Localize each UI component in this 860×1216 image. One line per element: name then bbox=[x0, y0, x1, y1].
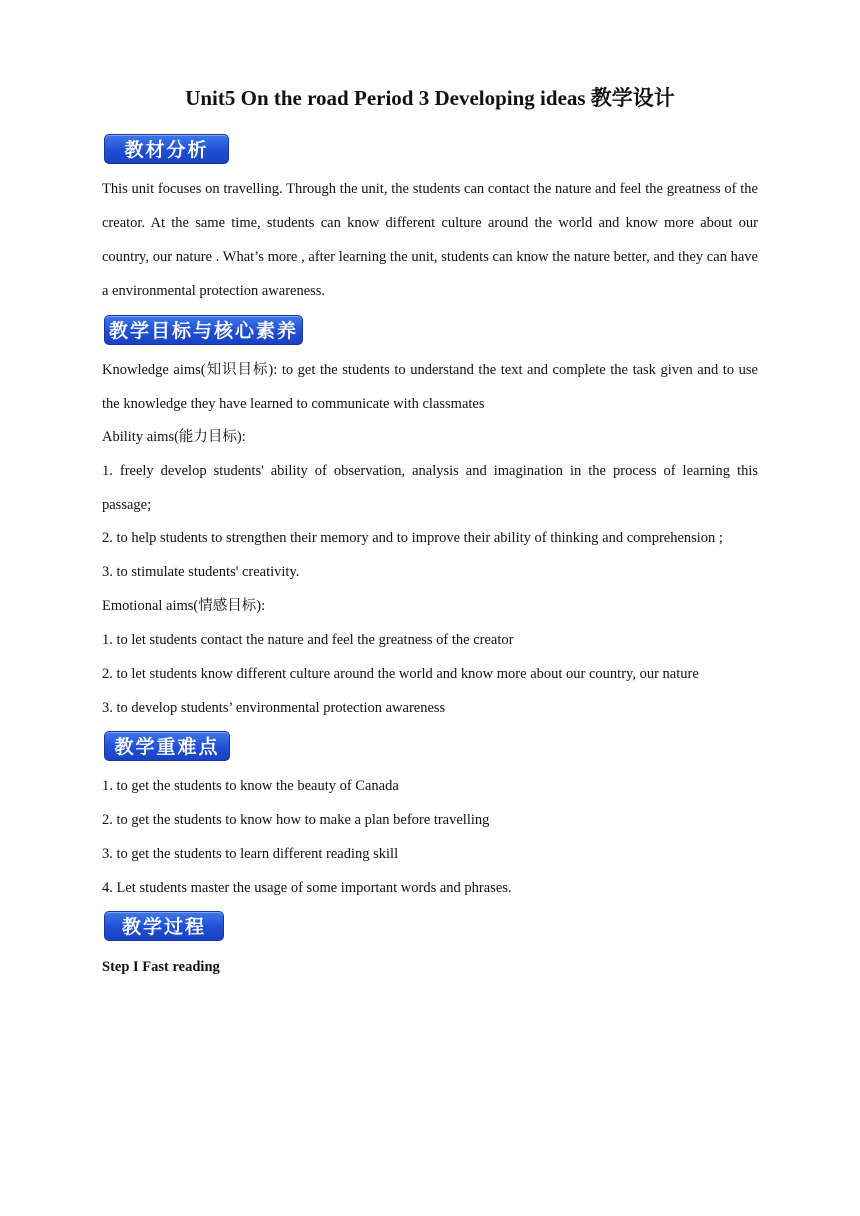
section-badge-objectives: 教学目标与核心素养 bbox=[104, 315, 303, 345]
key-point-item: 2. to get the students to know how to make a plan before travelling bbox=[102, 812, 490, 828]
ability-item: 2. to help students to strengthen their memory and to improve their ability of thinking and comprehension ; bbox=[102, 530, 723, 546]
ability-item: 3. to stimulate students' creativity. bbox=[102, 564, 300, 580]
section-badge-process: 教学过程 bbox=[104, 911, 224, 941]
key-point-item: 3. to get the students to learn different reading skill bbox=[102, 846, 399, 862]
emotional-item: 2. to let students know different culture around the world and know more about our country, our nature bbox=[102, 666, 699, 682]
emotional-item: 3. to develop students’ environmental protection awareness bbox=[102, 700, 446, 716]
analysis-paragraph: This unit focuses on travelling. Through the unit, the students can contact the nature and feel the greatness of the creator. At the same time, students can know different culture around the world and know more about our country, our nature . What’s more , after learning the unit, students can know the nature better, and they can have a environmental protection awareness. bbox=[102, 181, 758, 299]
document-title: Unit5 On the road Period 3 Developing ideas 教学设计 bbox=[185, 86, 675, 110]
emotional-item: 1. to let students contact the nature and feel the greatness of the creator bbox=[102, 632, 514, 648]
key-point-item: 4. Let students master the usage of some important words and phrases. bbox=[102, 880, 512, 896]
ability-item: 1. freely develop students' ability of observation, analysis and imagination in the process of learning this passage; bbox=[102, 463, 758, 513]
section-badge-key-points: 教学重难点 bbox=[104, 731, 230, 761]
key-point-item: 1. to get the students to know the beauty of Canada bbox=[102, 778, 399, 794]
knowledge-aims: Knowledge aims(知识目标): to get the students to understand the text and complete the task given and to use the knowledge they have learned to communicate with classmates bbox=[102, 362, 758, 412]
ability-aims-heading: Ability aims(能力目标): bbox=[102, 429, 246, 445]
section-badge-analysis: 教材分析 bbox=[104, 134, 229, 164]
step-heading: Step I Fast reading bbox=[102, 959, 220, 975]
emotional-aims-heading: Emotional aims(情感目标): bbox=[102, 598, 266, 614]
